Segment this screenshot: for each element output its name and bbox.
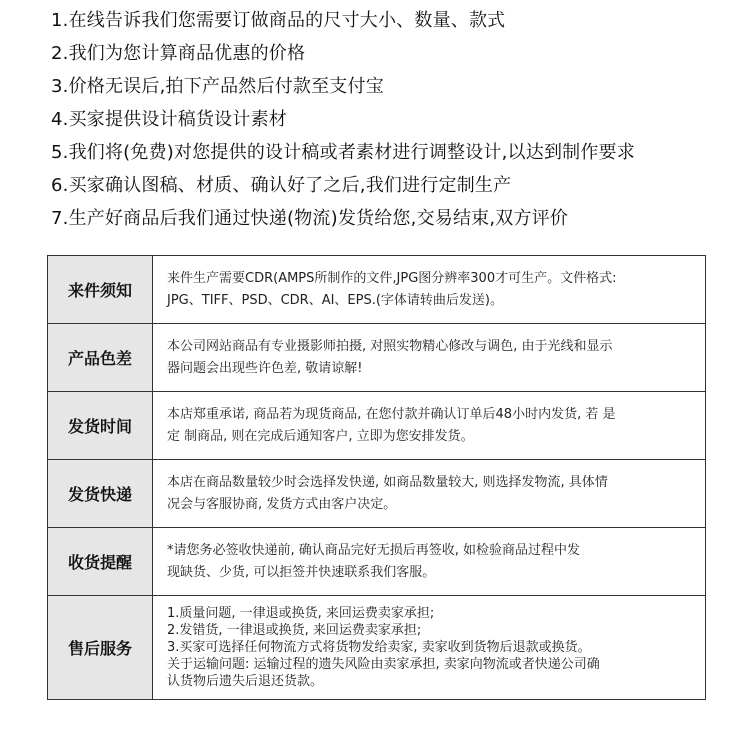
content-line: JPG、TIFF、PSD、CDR、AI、EPS.(字体请转曲后发送)。	[167, 292, 504, 308]
step-2: 2.我们为您计算商品优惠的价格	[51, 43, 306, 64]
row-content-receipt-reminder	[153, 528, 706, 596]
content-line: 认货物后遗失后退还货款。	[167, 674, 324, 689]
content-line: 本店郑重承诺, 商品若为现货商品, 在您付款并确认订单后48小时内发货, 若 是	[167, 406, 616, 422]
content-line: 现缺货、少货, 可以拒签并快速联系我们客服。	[167, 564, 436, 580]
table-row-shipping-courier	[48, 460, 706, 528]
content-line: 3.买家可选择任何物流方式将货物发给卖家, 卖家收到货物后退款或换货。	[167, 640, 591, 655]
content-line: 关于运输问题: 运输过程的遗失风险由卖家承担, 卖家向物流或者快递公司确	[167, 657, 600, 672]
content-line: *请您务必签收快递前, 确认商品完好无损后再签收, 如检验商品过程中发	[167, 542, 581, 558]
content-line: 定 制商品, 则在完成后通知客户, 立即为您安排发货。	[167, 428, 474, 444]
table-row-color-difference	[48, 324, 706, 392]
content-line: 1.质量问题, 一律退或换货, 来回运费卖家承担;	[167, 606, 435, 621]
step-6: 6.买家确认图稿、材质、确认好了之后,我们进行定制生产	[51, 175, 512, 196]
table-row-receipt-reminder	[48, 528, 706, 596]
content-line: 本店在商品数量较少时会选择发快递, 如商品数量较大, 则选择发物流, 具体情	[167, 474, 608, 490]
content-line: 本公司网站商品有专业摄影师拍摄, 对照实物精心修改与调色, 由于光线和显示	[167, 338, 613, 354]
content-line: 来件生产需要CDR(AMPS所制作的文件,JPG图分辨率300才可生产。文件格式:	[167, 270, 617, 286]
row-content-incoming-files	[153, 256, 706, 324]
step-5: 5.我们将(免费)对您提供的设计稿或者素材进行调整设计,以达到制作要求	[51, 142, 635, 163]
row-label-shipping-courier: 发货快递	[48, 460, 153, 528]
table-row-after-sales	[48, 596, 706, 700]
step-1: 1.在线告诉我们您需要订做商品的尺寸大小、数量、款式	[51, 10, 506, 31]
table-row-incoming-files	[48, 256, 706, 324]
row-content-shipping-time	[153, 392, 706, 460]
row-content-after-sales	[153, 596, 706, 700]
order-steps-list	[51, 6, 741, 237]
row-label-receipt-reminder: 收货提醒	[48, 528, 153, 596]
row-content-shipping-courier	[153, 460, 706, 528]
step-3: 3.价格无误后,拍下产品然后付款至支付宝	[51, 76, 384, 97]
row-label-shipping-time: 发货时间	[48, 392, 153, 460]
table-row-shipping-time	[48, 392, 706, 460]
row-label-after-sales: 售后服务	[48, 596, 153, 700]
content-line: 器问题会出现些许色差, 敬请谅解!	[167, 360, 363, 376]
row-content-color-difference	[153, 324, 706, 392]
row-label-incoming-files: 来件须知	[48, 256, 153, 324]
step-4: 4.买家提供设计稿货设计素材	[51, 109, 287, 130]
store-policy-table	[47, 255, 706, 700]
row-label-color-difference: 产品色差	[48, 324, 153, 392]
step-7: 7.生产好商品后我们通过快递(物流)发货给您,交易结束,双方评价	[51, 208, 569, 229]
content-line: 2.发错货, 一律退或换货, 来回运费卖家承担;	[167, 623, 422, 638]
content-line: 况会与客服协商, 发货方式由客户决定。	[167, 496, 397, 512]
